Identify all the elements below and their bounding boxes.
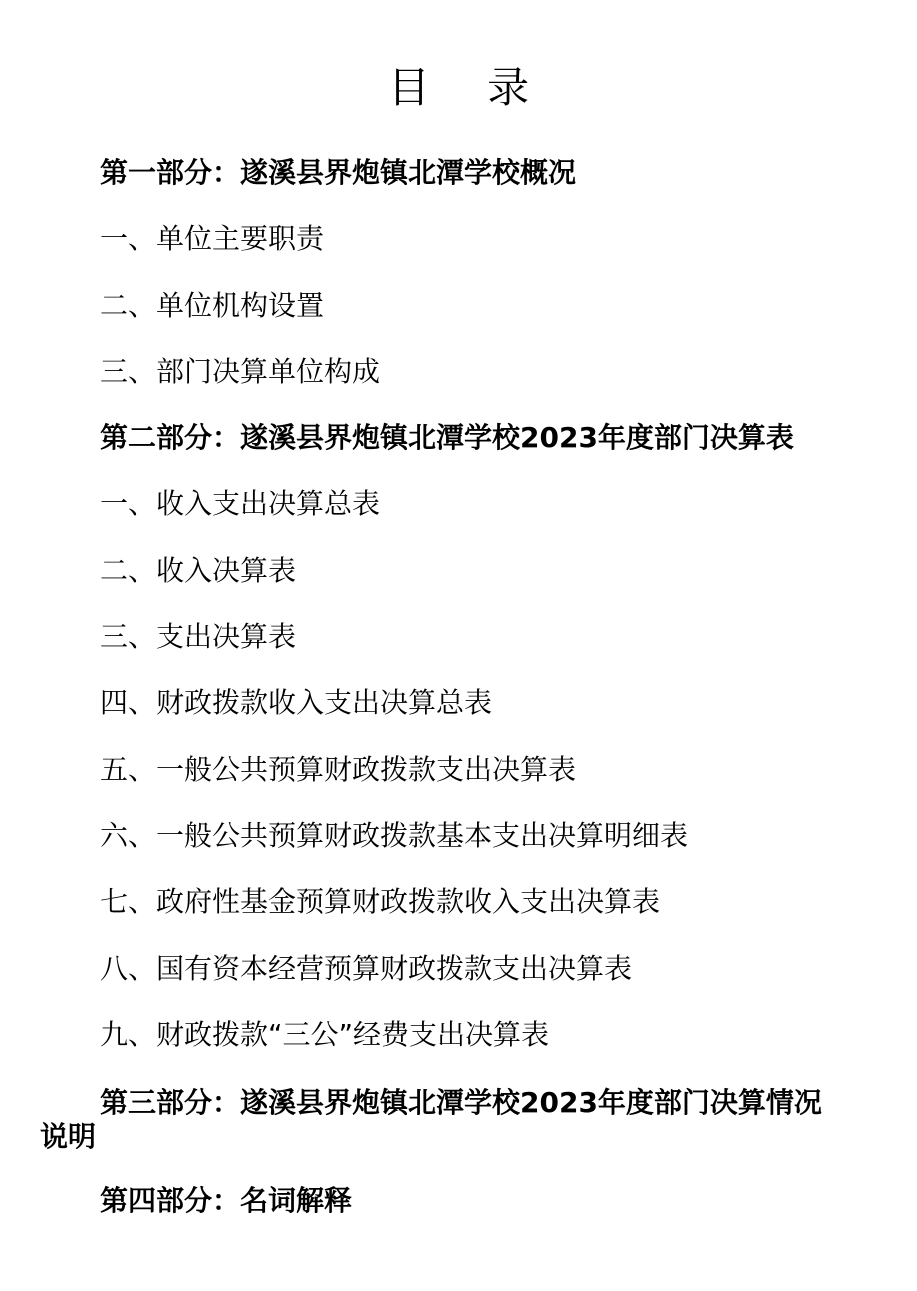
part1-item-2: 二、单位机构设置	[100, 289, 325, 322]
part2-item-3: 三、支出决算表	[100, 620, 297, 653]
part2-heading: 第二部分：遂溪县界炮镇北潭学校2023年度部门决算表	[100, 421, 794, 454]
toc-title: 目 录	[387, 63, 552, 112]
part2-item-9: 九、财政拨款“三公”经费支出决算表	[100, 1018, 550, 1051]
part2-item-5: 五、一般公共预算财政拨款支出决算表	[100, 753, 577, 786]
part2-item-8: 八、国有资本经营预算财政拨款支出决算表	[100, 952, 633, 985]
part2-item-2: 二、收入决算表	[100, 554, 297, 587]
part2-item-1: 一、收入支出决算总表	[100, 487, 381, 520]
part3-heading: 第三部分：遂溪县界炮镇北潭学校2023年度部门决算情况说明	[40, 1086, 822, 1153]
part1-item-3: 三、部门决算单位构成	[100, 355, 381, 388]
part2-item-6: 六、一般公共预算财政拨款基本支出决算明细表	[100, 819, 689, 852]
part2-item-4: 四、财政拨款收入支出决算总表	[100, 686, 493, 719]
part2-item-7: 七、政府性基金预算财政拨款收入支出决算表	[100, 885, 661, 918]
part1-heading: 第一部分：遂溪县界炮镇北潭学校概况	[100, 156, 577, 189]
part4-heading: 第四部分：名词解释	[100, 1184, 353, 1217]
part1-item-1: 一、单位主要职责	[100, 222, 325, 255]
